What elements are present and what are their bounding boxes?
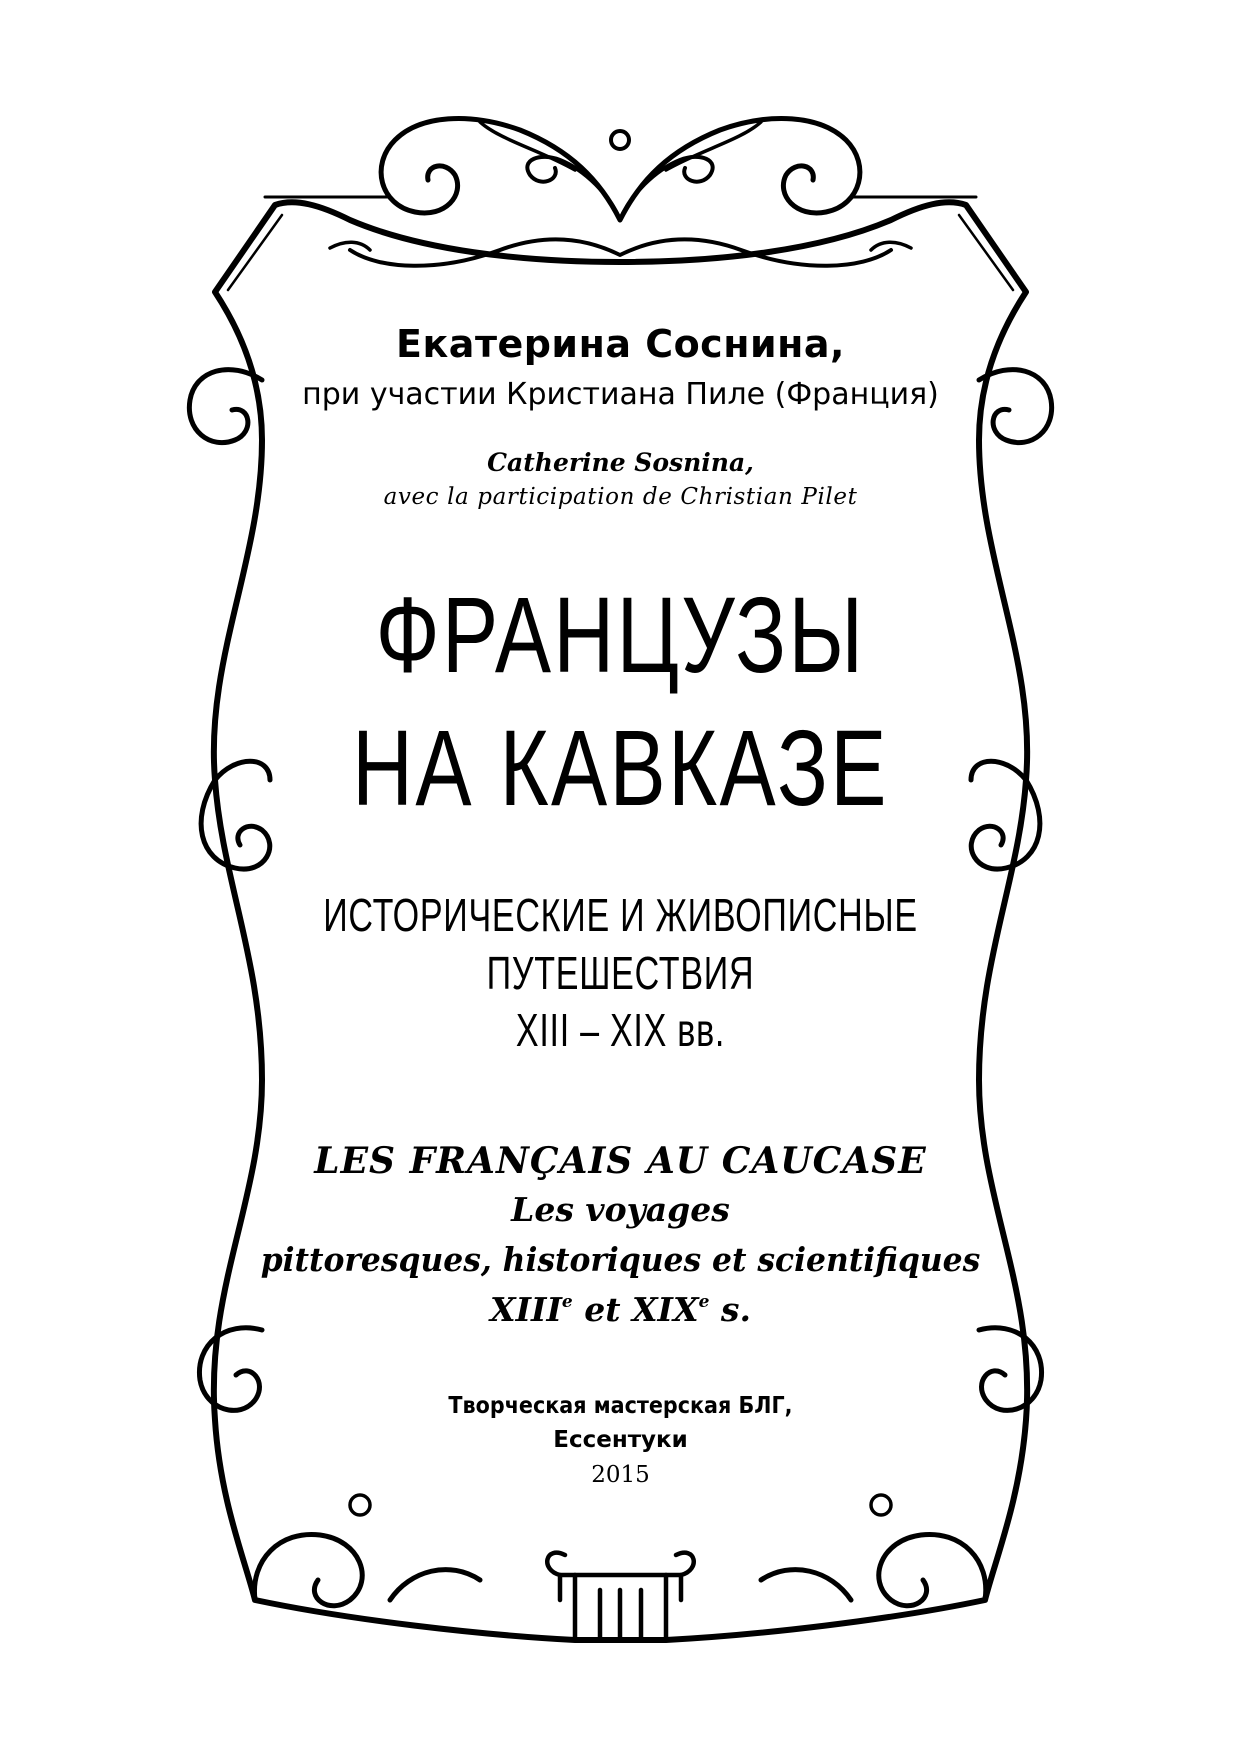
top-crest bbox=[381, 119, 860, 220]
subtitle-ru-line-1: ИСТОРИЧЕСКИЕ И ЖИВОПИСНЫЕ bbox=[323, 889, 918, 941]
century-start: XIII bbox=[489, 1290, 562, 1329]
title-ru-line-1: ФРАНЦУЗЫ bbox=[375, 574, 866, 695]
scroll-left-bottom bbox=[254, 1534, 480, 1605]
publisher-name: Творческая мастерская БЛГ, bbox=[448, 1393, 793, 1419]
author-name-ru: Екатерина Соснина, bbox=[396, 322, 845, 366]
century-end: et XIX bbox=[572, 1290, 699, 1329]
scroll-right-bottom bbox=[761, 1534, 986, 1605]
subtitle-ru-line-2: ПУТЕШЕСТВИЯ bbox=[486, 947, 755, 999]
subtitle-ru-line-3: XIII – XIX вв. bbox=[515, 1004, 726, 1056]
bottom-column-ornament bbox=[547, 1553, 693, 1640]
author-name-fr: Catherine Sosnina, bbox=[487, 448, 754, 477]
crest-dot bbox=[611, 131, 629, 149]
coauthor-fr: avec la participation de Christian Pilet bbox=[383, 484, 858, 510]
title-fr-line-2: Les voyages bbox=[511, 1190, 730, 1229]
century-end-suffix: e bbox=[698, 1292, 710, 1312]
publisher-city: Ессентуки bbox=[553, 1427, 688, 1453]
title-fr-line-4 bbox=[0, 1290, 1241, 1329]
title-fr-line-1: LES FRANÇAIS AU CAUCASE bbox=[314, 1140, 927, 1182]
frame-inner-line bbox=[228, 215, 1013, 290]
publication-year: 2015 bbox=[591, 1462, 650, 1488]
title-ru-line-2: НА КАВКАЗЕ bbox=[352, 707, 889, 828]
century-start-suffix: e bbox=[561, 1292, 573, 1312]
century-abbrev: s. bbox=[709, 1290, 751, 1329]
title-fr-line-3: pittoresques, historiques et scientifiques bbox=[260, 1240, 981, 1279]
coauthor-ru: при участии Кристиана Пиле (Франция) bbox=[302, 377, 939, 412]
